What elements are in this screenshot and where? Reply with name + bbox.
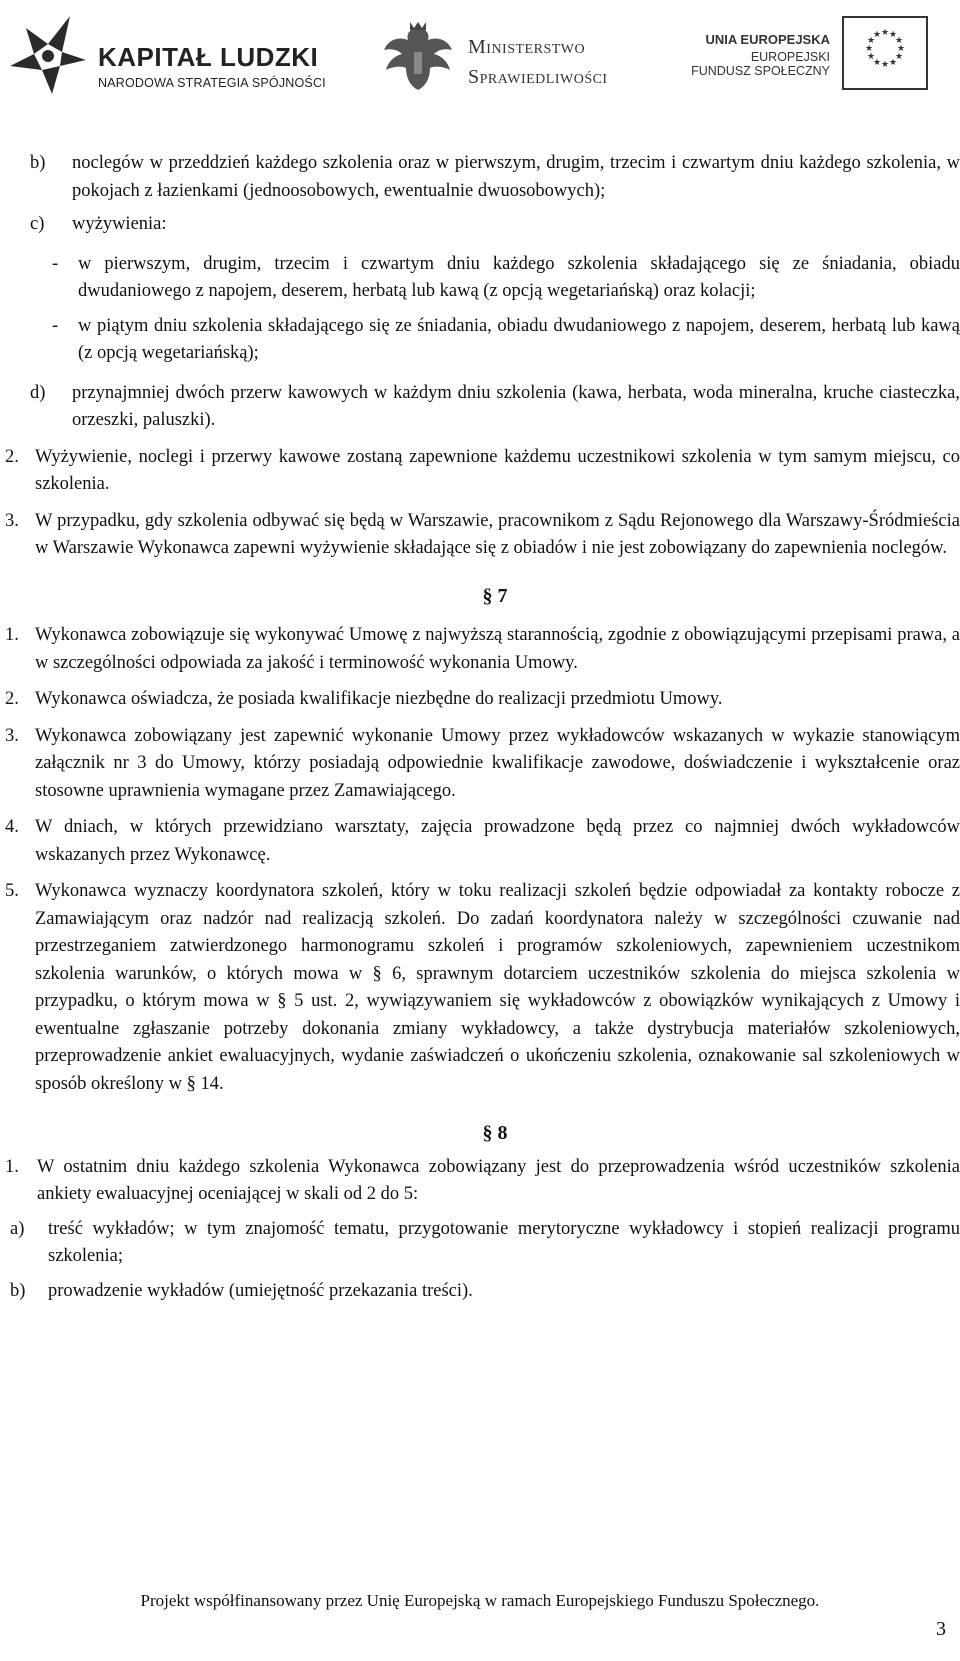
section8-item-1	[5, 1154, 960, 1209]
page-header	[0, 0, 960, 110]
paragraph-number: 5.	[5, 881, 19, 901]
dash-label: -	[52, 253, 59, 274]
kapital-ludzki-star-icon	[6, 8, 90, 98]
dash-text: w piątym dniu szkolenia składającego się ze śniadania, obiadu dwudaniowego z napojem, deserem, herbatą lub kawą (z opcją wegetariańską);	[78, 315, 960, 363]
page-number: 3	[936, 1618, 946, 1640]
dash-text: w pierwszym, drugim, trzecim i czwartym dniu każdego szkolenia składającego się ze śniadania, obiadu dwudaniowego z napojem, deserem, herbatą lub kawą (z opcją wegetariańską) oraz kolacji;	[78, 253, 960, 301]
paragraph-2	[5, 444, 960, 499]
eu-logo-line3: FUNDUSZ SPOŁECZNY	[691, 64, 830, 78]
svg-text:★: ★	[866, 36, 876, 46]
section7-item-3	[5, 723, 960, 806]
svg-text:★: ★	[866, 52, 876, 62]
paragraph-number: 3.	[5, 725, 19, 746]
eu-logo-text	[690, 32, 830, 78]
section8-item-a	[10, 1216, 960, 1271]
eu-logo-line1: UNIA EUROPEJSKA	[705, 32, 830, 47]
ministry-name-line2: Sprawiedliwości	[468, 66, 608, 88]
kapital-ludzki-subtitle: NARODOWA STRATEGIA SPÓJNOŚCI	[98, 76, 326, 90]
dash-label: -	[52, 315, 59, 336]
eu-logo	[690, 16, 936, 96]
document-body	[5, 150, 960, 1305]
paragraph-text: Wyżywienie, noclegi i przerwy kawowe zostaną zapewnione każdemu uczestnikowi szkolenia w tym samym miejscu, co szkolenia.	[35, 446, 960, 494]
paragraph-text: W ostatnim dniu każdego szkolenia Wykonawca zobowiązany jest do przeprowadzenia wśród uczestników szkolenia ankiety ewaluacyjnej oceniającej w skali od 2 do 5:	[37, 1156, 960, 1204]
paragraph-number: 1.	[5, 625, 19, 645]
paragraph-3	[5, 508, 960, 563]
section-heading-7: § 7	[482, 584, 508, 607]
paragraph-text: Wykonawca zobowiązany jest zapewnić wykonanie Umowy przez wykładowców wskazanych w wykazie stanowiącym załącznik nr 3 do Umowy, którzy posiadają odpowiednie kwalifikacje zawodowe, doświadczenie i wykształcenie oraz stosowne uprawnienia wymagane przez Zamawiającego.	[35, 725, 960, 801]
list-label: b)	[30, 153, 46, 173]
paragraph-text: Wykonawca oświadcza, że posiada kwalifikacje niezbędne do realizacji przedmiotu Umowy.	[35, 689, 723, 709]
list-label: c)	[30, 214, 45, 234]
paragraph-text: W dniach, w których przewidziano warsztaty, zajęcia prowadzone będą przez co najmniej dwóch wykładowców wskazanych przez Wykonawcę.	[35, 817, 960, 865]
ministry-logo	[380, 18, 650, 98]
list-text: treść wykładów; w tym znajomość tematu, przygotowanie merytoryczne wykładowcy i stopień realizacji programu szkolenia;	[48, 1218, 960, 1266]
kapital-ludzki-title: KAPITAŁ LUDZKI	[98, 42, 319, 72]
list-item-b	[30, 150, 960, 205]
list-text: przynajmniej dwóch przerw kawowych w każdym dniu szkolenia (kawa, herbata, woda mineralna, kruche ciasteczka, orzeszki, paluszki).	[72, 382, 960, 430]
list-text: noclegów w przeddzień każdego szkolenia oraz w pierwszym, drugim, trzecim i czwartym dniu każdego szkolenia, w pokojach z łazienkami (jednoosobowych, ewentualnie dwuosobowych);	[72, 153, 960, 201]
paragraph-number: 2.	[5, 446, 19, 467]
paragraph-number: 4.	[5, 817, 19, 837]
polish-eagle-icon	[380, 18, 456, 96]
paragraph-text: W przypadku, gdy szkolenia odbywać się będą w Warszawie, pracownikom z Sądu Rejonowego dla Warszawy-Śródmieścia w Warszawie Wykonawca zapewni wyżywienie składające się z obiadów i nie jest zobowiązany do zapewnienia noclegów.	[35, 510, 960, 558]
svg-text:★: ★	[894, 36, 904, 46]
eu-logo-line2: EUROPEJSKI	[750, 50, 830, 64]
section7-item-2	[5, 686, 960, 714]
ministry-name-line1: Ministerstwo	[468, 36, 586, 58]
svg-text:★: ★	[896, 44, 906, 54]
section7-item-4	[5, 814, 960, 869]
paragraph-text: Wykonawca wyznaczy koordynatora szkoleń, który w toku realizacji szkoleń będzie odpowiadał za kontakty robocze z Zamawiającym oraz nadzór nad realizacją szkoleń. Do zadań koordynatora należy w szczególności czuwanie nad przestrzeganiem zatwierdzonego harmonogramu szkoleń i programów szkoleniowych, zapewnieniem uczestnikom szkolenia warunków, o których mowa w § 6, sprawnym dotarciem uczestników szkolenia do miejsca szkolenia w przypadku, o którym mowa w § 5 ust. 2, wywiązywaniem się wykładowców z obowiązków wynikających z Umowy i ewentualne zgłaszanie potrzeby dokonania zmiany wykładowcy, a także dystrybucja materiałów szkoleniowych, przeprowadzenie ankiet ewaluacyjnych, wydanie zaświadczeń o ukończeniu szkolenia, oznakowanie sal szkoleniowych w sposób określony w § 14.	[35, 881, 960, 1094]
paragraph-number: 2.	[5, 689, 19, 709]
dash-item-2	[30, 313, 960, 368]
svg-text:★: ★	[880, 28, 890, 38]
section-heading-8: § 8	[482, 1122, 508, 1144]
section7-item-1	[5, 622, 960, 677]
list-item-d	[30, 380, 960, 435]
list-label: a)	[10, 1218, 25, 1239]
svg-text:★: ★	[888, 30, 898, 40]
list-label: d)	[30, 382, 46, 403]
svg-text:★: ★	[880, 60, 890, 70]
page-footer: Projekt współfinansowany przez Unię Europejską w ramach Europejskiego Funduszu Społecznego.	[140, 1591, 820, 1610]
kapital-ludzki-logo	[6, 8, 326, 98]
svg-text:★: ★	[864, 44, 874, 54]
paragraph-text: Wykonawca zobowiązuje się wykonywać Umowę z najwyższą starannością, zgodnie z obowiązującymi przepisami prawa, a w szczególności odpowiada za jakość i terminowość wykonania Umowy.	[35, 625, 960, 673]
svg-text:★: ★	[872, 58, 882, 68]
list-text: wyżywienia:	[72, 214, 167, 234]
svg-text:★: ★	[872, 30, 882, 40]
section7-item-5	[5, 878, 960, 1098]
paragraph-number: 1.	[5, 1156, 19, 1177]
list-item-c	[30, 211, 960, 239]
paragraph-number: 3.	[5, 510, 19, 531]
eu-flag-icon	[842, 16, 928, 90]
dash-item-1	[30, 251, 960, 306]
svg-text:★: ★	[894, 52, 904, 62]
list-text: prowadzenie wykładów (umiejętność przekazania treści).	[48, 1280, 473, 1301]
svg-text:★: ★	[888, 58, 898, 68]
section8-item-b	[10, 1278, 960, 1306]
list-label: b)	[10, 1280, 26, 1301]
